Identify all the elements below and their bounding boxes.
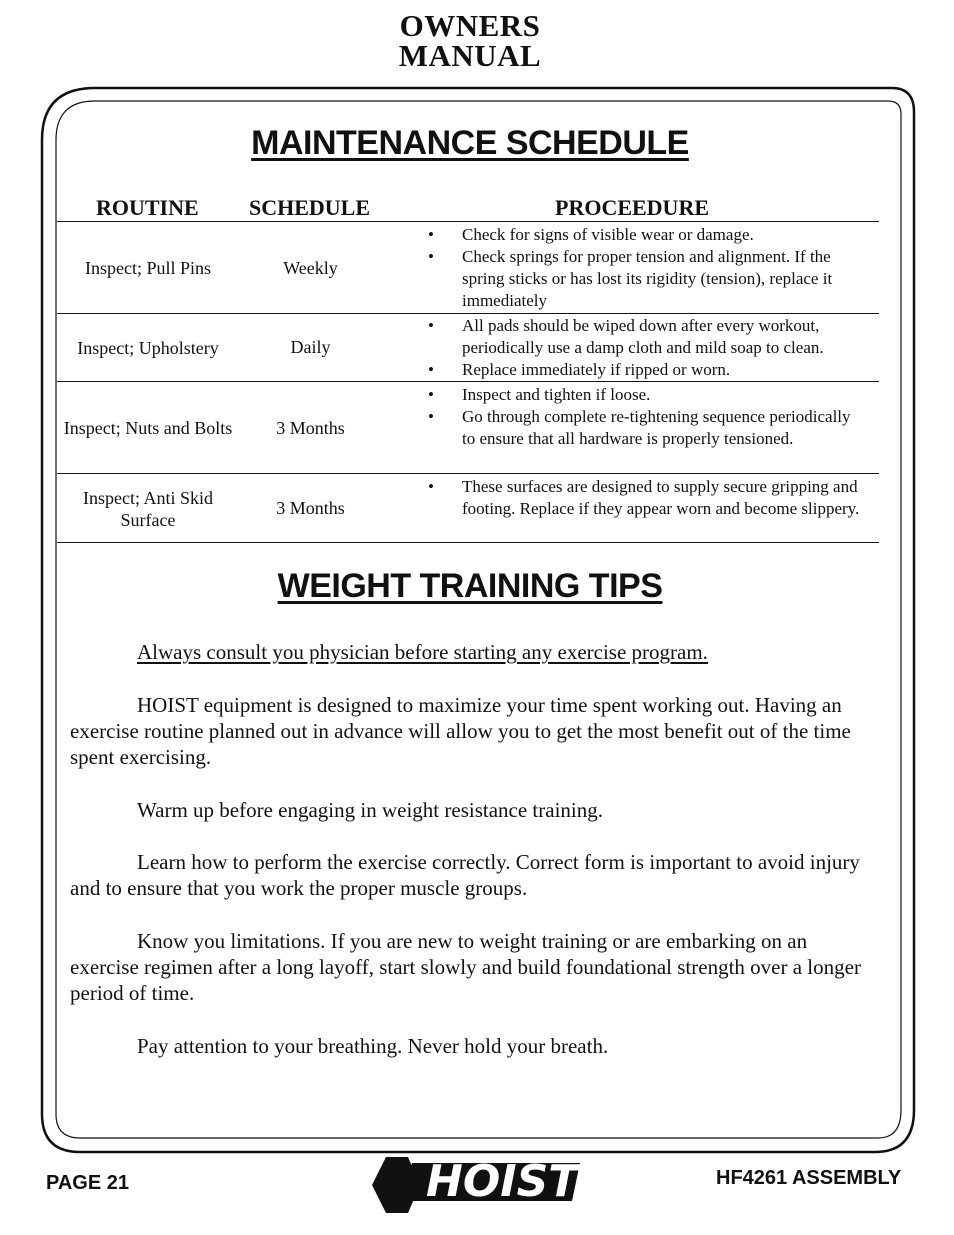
procedure-item: • Replace immediately if ripped or worn. [428, 360, 731, 379]
bullet-icon: • [428, 407, 434, 426]
tip-paragraph: Warm up before engaging in weight resistance training. [137, 798, 603, 822]
procedure-item: • Inspect and tighten if loose. [428, 385, 651, 404]
procedure-item: • All pads should be wiped down after every workout, periodically use a damp cloth and mild soap to clean. [428, 316, 824, 357]
schedule-cell: 3 Months [276, 417, 345, 438]
schedule-cell: 3 Months [276, 498, 345, 518]
bullet-icon: • [428, 360, 434, 379]
tip-paragraph: Pay attention to your breathing. Never hold your breath. [137, 1034, 609, 1058]
procedure-item: • These surfaces are designed to supply secure gripping and footing. Replace if they appear worn and become slippery. [428, 477, 860, 518]
procedure-list [417, 476, 867, 520]
routine-cell: Inspect; Pull Pins [84, 258, 211, 278]
schedule-cell: Daily [290, 337, 331, 357]
logo-text: HOIST [426, 1156, 579, 1207]
tip-paragraph: Learn how to perform the exercise correctly. Correct form is important to avoid injury and to ensure that you work the proper muscle groups. [70, 850, 860, 900]
page-number: PAGE 21 [46, 1172, 129, 1194]
table-rule [57, 542, 879, 543]
table-rule [57, 221, 879, 222]
procedure-item: • Check springs for proper tension and alignment. If the spring sticks or has lost its rigidity (tension), replace it immediately [428, 247, 833, 310]
header-manual: MANUAL [398, 38, 542, 73]
column-header-procedure: PROCEEDURE [555, 195, 710, 220]
routine-cell: Inspect; Nuts and Bolts [63, 418, 233, 438]
tip-paragraph: Know you limitations. If you are new to weight training or are embarking on an exercise regimen after a long layoff, start slowly and build foundational strength over a longer period of time. [70, 929, 861, 1005]
bullet-icon: • [428, 477, 434, 496]
table-row [57, 314, 879, 381]
document-code: HF4261 ASSEMBLY [716, 1167, 902, 1189]
table-rule [57, 381, 879, 382]
procedure-list [417, 224, 867, 312]
procedure-list [417, 315, 867, 381]
routine-cell: Inspect; Anti Skid Surface [83, 487, 213, 530]
bullet-icon: • [428, 247, 434, 266]
table-rule [57, 473, 879, 474]
bullet-icon: • [428, 385, 434, 404]
tip-paragraph: HOIST equipment is designed to maximize your time spent working out. Having an exercise routine planned out in advance will allow you to get the most benefit out of the time spent exercising. [70, 693, 851, 769]
maintenance-title: MAINTENANCE SCHEDULE [251, 124, 689, 162]
hoist-logo [368, 1155, 588, 1215]
bullet-icon: • [428, 225, 434, 244]
column-header-schedule: SCHEDULE [249, 195, 371, 220]
schedule-cell: Weekly [283, 257, 338, 278]
bullet-icon: • [428, 316, 434, 335]
table-row [57, 383, 879, 473]
header-owners: OWNERS [399, 8, 541, 43]
table-row [57, 223, 879, 313]
procedure-item: • Check for signs of visible wear or damage. [428, 225, 754, 244]
table-row [57, 475, 879, 542]
physician-warning: Always consult you physician before starting any exercise program. [137, 640, 708, 664]
procedure-list [417, 384, 867, 450]
tips-title: WEIGHT TRAINING TIPS [277, 567, 663, 605]
column-header-routine: ROUTINE [96, 195, 199, 220]
routine-cell: Inspect; Upholstery [77, 337, 219, 358]
procedure-item: • Go through complete re-tightening sequence periodically to ensure that all hardware is properly tensioned. [428, 407, 851, 448]
